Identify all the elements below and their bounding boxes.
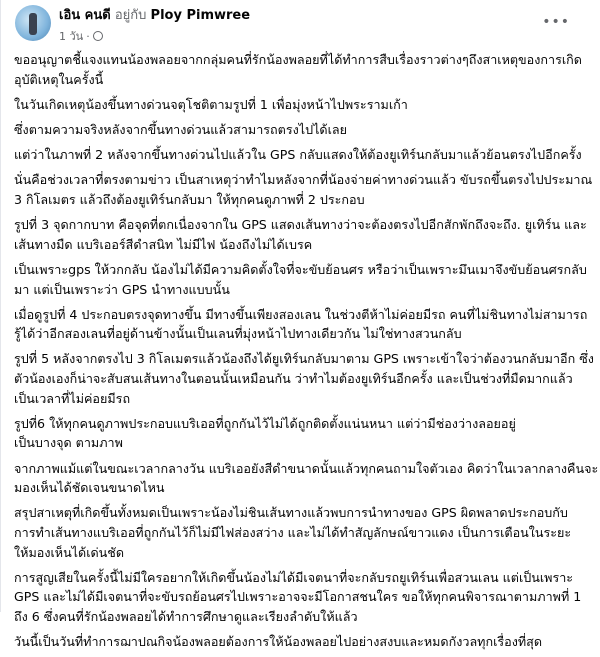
post-paragraph [14, 215, 598, 254]
post-paragraph [14, 120, 598, 140]
post-paragraph [14, 414, 598, 453]
post-paragraph [14, 568, 598, 627]
text-line: รูปที่ 5 หลังจากตรงไป 3 กิโลเมตรแล้วน้องถึงได้ยูเทิร์นกลับมาตาม GPS เพราะเข้าใจว่าต้องวนกลับมาอีก ซึ่ง [14, 351, 594, 367]
author-name[interactable]: เอิน คนดี [59, 8, 111, 23]
text-line: นั่นคือช่วงเวลาที่ตรงตามข่าว เป็นสาเหตุว่าทำไมหลังจากที่น้องจ่ายค่าทางด่วนแล้ว ขับรถขึ้นตรงไปประมาณ [14, 172, 593, 188]
post-paragraph [14, 305, 598, 344]
more-options-icon[interactable]: ••• [542, 14, 570, 30]
post-header [59, 8, 250, 24]
post-text [14, 50, 598, 657]
text-line: เส้นทางมืด แบริเออร์สีดำสนิท ไม่มีไฟ น้องถึงไม่ได้เบรค [14, 236, 313, 252]
text-line: มองเห็นได้ชัดเจนขนาดไหน [14, 480, 165, 496]
text-line: ถึง 6 ซึ่งคนที่รักน้องพลอยได้ทำการศึกษาดูและเรียงลำดับให้แล้ว [14, 608, 358, 624]
text-line: รูปที่6 ให้ทุกคนดูภาพประกอบแบริเออที่ถูกกันไว้ไม่ได้ถูกติดตั้งแน่นหนา แต่ว่ามีช่องว่างลอยอยู่ [14, 415, 516, 431]
text-line: ให้มองเห็นได้เด่นชัด [14, 544, 125, 560]
text-line: เป็นบางจุด ตามภาพ [14, 435, 123, 451]
text-line: รูปที่ 3 จุดกากบาท คือจุดที่ตกเนื่องจากใน GPS แสดงเส้นทางว่าจะต้องตรงไปอีกสักพักถึงจะถึง. ยูเทิร์น และ [14, 217, 587, 233]
post-paragraph [14, 459, 598, 498]
text-line: ในวันเกิดเหตุน้องขึ้นทางด่วนจตุโชติตามรูปที่ 1 เพื่อมุ่งหน้าไปพระรามเก้า [14, 96, 408, 112]
text-line: ขออนุญาตชี้แจงแทนน้องพลอยจากกลุ่มคนที่รักน้องพลอยที่ได้ทำการสืบเรื่องราวต่างๆถึงสาเหตุของการเกิด [14, 52, 582, 67]
text-line: รู้ได้ว่าอีกสองเลนที่อยู่ด้านข้างนั้นเป็นเลนที่มุ่งหน้าไปทางเดียวกัน ไม่ใช่ทางสวนกลับ [14, 326, 462, 342]
text-line: เป็นเพราะgps ให้วกกลับ น้องไม่ได้มีความคิดตั้งใจที่จะขับย้อนศร หรือว่าเป็นเพราะมึนเมาจึงขับย้อนศรกลับ [14, 261, 587, 277]
post-meta [59, 27, 103, 45]
post-paragraph [14, 503, 598, 562]
post-paragraph [14, 145, 598, 165]
post-paragraph [14, 260, 598, 299]
text-line: เป็นเวลาที่ไม่ค่อยมีรถ [14, 390, 131, 406]
text-line: จากภาพแม้แต่ในขณะเวลากลางวัน แบริเออยังสีดำขนาดนั้นแล้วทุกคนถามใจตัวเอง คิดว่าในเวลากลางคืนจะ [14, 460, 599, 476]
post-time[interactable]: 1 วัน [59, 30, 84, 43]
post-paragraph [14, 632, 598, 652]
globe-icon [93, 31, 103, 41]
text-line: สรุปสาเหตุที่เกิดขึ้นทั้งหมดเป็นเพราะน้องไม่ชินเส้นทางแล้วพบการนำทางของ GPS ผิดพลาดประกอบกับ [14, 505, 568, 521]
meta-separator: · [86, 29, 90, 43]
tagged-user[interactable]: Ploy Pimwree [150, 8, 251, 23]
text-line: การทำเส้นทางแบริเออที่ถูกกันไว้ก็ไม่มีไฟส่องสว่าง และไม่ได้ทำสัญลักษณ์ขาวแดง เป็นการเตือนในระยะ [14, 525, 572, 540]
post-paragraph [14, 95, 598, 115]
text-line: วันนี้เป็นวันที่ทำการฌาปณกิจน้องพลอยต้องการให้น้องพลอยไปอย่างสงบและหมดกังวลทุกเรื่องที่สุด [14, 634, 543, 650]
post-paragraph [14, 170, 598, 209]
text-line: การสูญเสียในครั้งนี้ไม่มีใครอยากให้เกิดขึ้นน้องไม่ได้มีเจตนาที่จะกลับรถยูเทิร์นเพื่อสวนเลน แต่เป็นเพราะ [14, 569, 574, 585]
text-line: ซึ่งตามความจริงหลังจากขึ้นทางด่วนแล้วสามารถตรงไปได้เลย [14, 121, 348, 137]
text-line: GPS และไม่ได้มีเจตนาที่จะขับรถย้อนศรไปเพราะอาจจะมีโอกาสชนใคร ขอให้ทุกคนพิจารณาตามภาพที่ 1 [14, 589, 582, 605]
with-label: อยู่กับ [114, 8, 147, 23]
text-line: 3 กิโลเมตร แล้วถึงต้องยูเทิร์นกลับมา ให้ทุกคนดูภาพที่ 2 ประกอบ [14, 191, 365, 207]
text-line: แต่ว่าในภาพที่ 2 หลังจากขึ้นทางด่วนไปแล้วใน GPS กลับแสดงให้ต้องยูเทิร์นกลับมาแล้วย้อนตรงไปอีกครั้ง [14, 147, 582, 163]
text-line: อุบัติเหตุในครั้งนี้ [14, 71, 104, 87]
post-paragraph [14, 349, 598, 408]
author-avatar[interactable] [15, 5, 51, 41]
text-line: เมื่อดูรูปที่ 4 ประกอบตรงจุดทางขึ้น มีทางขึ้นเพียงสองเลน ในช่วงตีห้าไม่ค่อยมีรถ คนที่ไม่ชินทางไม่สามารถ [14, 306, 588, 322]
post-paragraph [14, 50, 598, 89]
text-line: มา แต่เป็นเพราะว่า GPS นำทางแบบนั้น [14, 281, 230, 297]
text-line: ตัวน้องเองก็น่าจะสับสนเส้นทางในตอนนั้นเหมือนกัน ว่าทำไมต้องยูเทิร์นอีกครั้ง และเป็นช่วงที่มืดมากแล้ว [14, 371, 573, 387]
